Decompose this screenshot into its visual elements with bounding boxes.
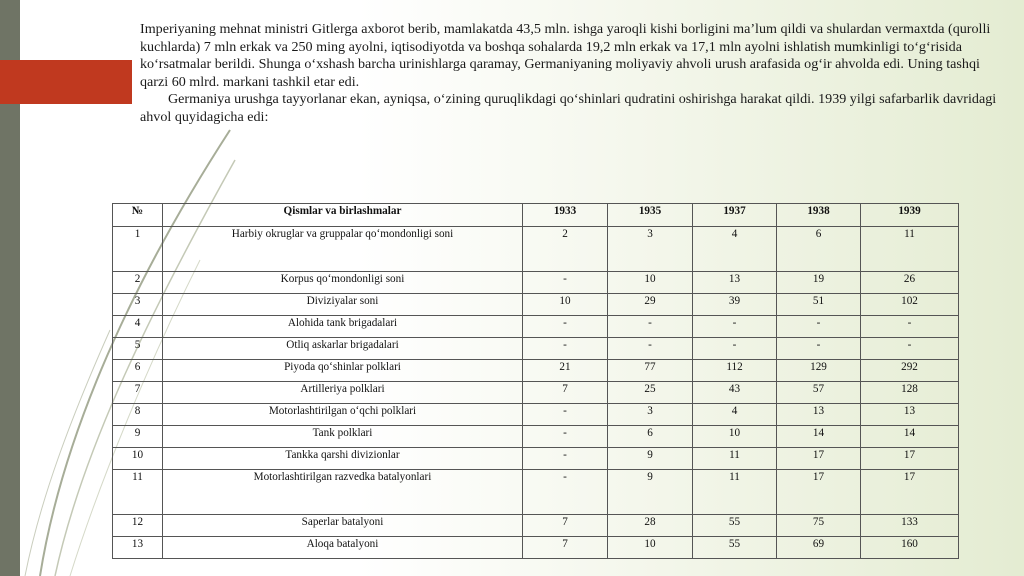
cell-1939: 128	[861, 382, 959, 404]
cell-1939: 160	[861, 537, 959, 559]
cell-1938: 75	[777, 515, 861, 537]
cell-1939: 26	[861, 272, 959, 294]
cell-1935: 9	[608, 470, 693, 515]
cell-1938: 13	[777, 404, 861, 426]
cell-1939: 11	[861, 227, 959, 272]
cell-1939: 292	[861, 360, 959, 382]
cell-1937: 11	[693, 470, 777, 515]
cell-number: 2	[113, 272, 163, 294]
cell-1938: 51	[777, 294, 861, 316]
cell-1937: 39	[693, 294, 777, 316]
table-row	[113, 338, 959, 360]
cell-number: 12	[113, 515, 163, 537]
cell-1939: 102	[861, 294, 959, 316]
header-1937: 1937	[693, 204, 777, 227]
header-units: Qismlar va birlashmalar	[163, 204, 523, 227]
cell-number: 9	[113, 426, 163, 448]
table-row	[113, 294, 959, 316]
cell-1937: 4	[693, 404, 777, 426]
cell-number: 3	[113, 294, 163, 316]
cell-1938: 129	[777, 360, 861, 382]
header-1939: 1939	[861, 204, 959, 227]
cell-number: 7	[113, 382, 163, 404]
cell-1937: 4	[693, 227, 777, 272]
cell-1935: 28	[608, 515, 693, 537]
cell-name: Tankka qarshi divizionlar	[163, 448, 523, 470]
cell-1933: 7	[523, 382, 608, 404]
intro-paragraph: Imperiyaning mehnat ministri Gitlerga axborot berib, mamlakatda 43,5 mln. ishga yaroqli kishi borligini ma’lum qildi va shulardan vermaxtda (qurolli kuchlarda) 7 mln erkak va 250 ming ayolni, iqtisodiyotda va boshqa sohalarda 19,2 mln erkak va 17,1 mln ayolni ishlatish mumkinligi to‘g‘risida ko‘rsatmalar berildi. Shunga o‘xshash barcha urinishlarga qaramay, Germaniyaning moliyaviy ahvoli urush arafasida og‘ir ahvolda edi. Uning tashqi qarzi 60 mlrd. markani tashkil etar edi.	[140, 21, 991, 90]
cell-1933: -	[523, 404, 608, 426]
cell-1937: 10	[693, 426, 777, 448]
cell-name: Motorlashtirilgan o‘qchi polklari	[163, 404, 523, 426]
cell-1937: -	[693, 316, 777, 338]
cell-1938: 69	[777, 537, 861, 559]
cell-1935: 3	[608, 227, 693, 272]
cell-1939: -	[861, 338, 959, 360]
cell-number: 11	[113, 470, 163, 515]
cell-number: 5	[113, 338, 163, 360]
cell-name: Piyoda qo‘shinlar polklari	[163, 360, 523, 382]
cell-1933: -	[523, 470, 608, 515]
cell-1939: 17	[861, 470, 959, 515]
table-row	[113, 316, 959, 338]
table-row	[113, 448, 959, 470]
cell-name: Saperlar batalyoni	[163, 515, 523, 537]
cell-1935: 3	[608, 404, 693, 426]
cell-1938: 6	[777, 227, 861, 272]
cell-1935: -	[608, 338, 693, 360]
cell-1937: 13	[693, 272, 777, 294]
cell-1939: 13	[861, 404, 959, 426]
cell-1938: 17	[777, 470, 861, 515]
header-1933: 1933	[523, 204, 608, 227]
cell-1939: -	[861, 316, 959, 338]
cell-1938: -	[777, 338, 861, 360]
cell-1933: 2	[523, 227, 608, 272]
red-accent-banner	[0, 60, 132, 104]
cell-1935: 6	[608, 426, 693, 448]
cell-1937: 11	[693, 448, 777, 470]
cell-number: 4	[113, 316, 163, 338]
header-number: №	[113, 204, 163, 227]
table-row	[113, 227, 959, 272]
cell-1938: -	[777, 316, 861, 338]
cell-1933: 7	[523, 515, 608, 537]
cell-1935: 9	[608, 448, 693, 470]
cell-1935: 10	[608, 272, 693, 294]
cell-name: Tank polklari	[163, 426, 523, 448]
cell-1935: 25	[608, 382, 693, 404]
table-row	[113, 382, 959, 404]
cell-name: Korpus qo‘mondonligi soni	[163, 272, 523, 294]
table-row	[113, 470, 959, 515]
cell-name: Diviziyalar soni	[163, 294, 523, 316]
cell-1935: -	[608, 316, 693, 338]
cell-1937: 55	[693, 537, 777, 559]
table-row	[113, 426, 959, 448]
cell-1937: -	[693, 338, 777, 360]
cell-1933: -	[523, 316, 608, 338]
table-row	[113, 537, 959, 559]
cell-1933: 21	[523, 360, 608, 382]
cell-1935: 10	[608, 537, 693, 559]
cell-1939: 17	[861, 448, 959, 470]
cell-1933: -	[523, 426, 608, 448]
cell-name: Otliq askarlar brigadalari	[163, 338, 523, 360]
cell-1938: 19	[777, 272, 861, 294]
cell-number: 1	[113, 227, 163, 272]
cell-name: Motorlashtirilgan razvedka batalyonlari	[163, 470, 523, 515]
cell-1939: 133	[861, 515, 959, 537]
cell-1935: 29	[608, 294, 693, 316]
cell-name: Alohida tank brigadalari	[163, 316, 523, 338]
cell-name: Aloqa batalyoni	[163, 537, 523, 559]
table-row	[113, 360, 959, 382]
table-header-row	[113, 204, 959, 227]
cell-1933: -	[523, 338, 608, 360]
table-row	[113, 515, 959, 537]
cell-1933: -	[523, 448, 608, 470]
table-row	[113, 272, 959, 294]
cell-1937: 112	[693, 360, 777, 382]
cell-number: 13	[113, 537, 163, 559]
units-table	[112, 203, 959, 559]
cell-1938: 14	[777, 426, 861, 448]
cell-1939: 14	[861, 426, 959, 448]
cell-name: Artilleriya polklari	[163, 382, 523, 404]
cell-1938: 57	[777, 382, 861, 404]
cell-1937: 43	[693, 382, 777, 404]
header-1938: 1938	[777, 204, 861, 227]
cell-name: Harbiy okruglar va gruppalar qo‘mondonligi soni	[163, 227, 523, 272]
cell-number: 6	[113, 360, 163, 382]
cell-number: 8	[113, 404, 163, 426]
second-paragraph: Germaniya urushga tayyorlanar ekan, ayniqsa, o‘zining quruqlikdagi qo‘shinlari qudratini oshirishga harakat qildi. 1939 yilgi safarbarlik davridagi ahvol quyidagicha edi:	[140, 91, 997, 125]
body-text	[140, 21, 1002, 127]
cell-1933: 7	[523, 537, 608, 559]
cell-1933: 10	[523, 294, 608, 316]
cell-number: 10	[113, 448, 163, 470]
cell-1938: 17	[777, 448, 861, 470]
header-1935: 1935	[608, 204, 693, 227]
cell-1937: 55	[693, 515, 777, 537]
table-row	[113, 404, 959, 426]
cell-1935: 77	[608, 360, 693, 382]
cell-1933: -	[523, 272, 608, 294]
